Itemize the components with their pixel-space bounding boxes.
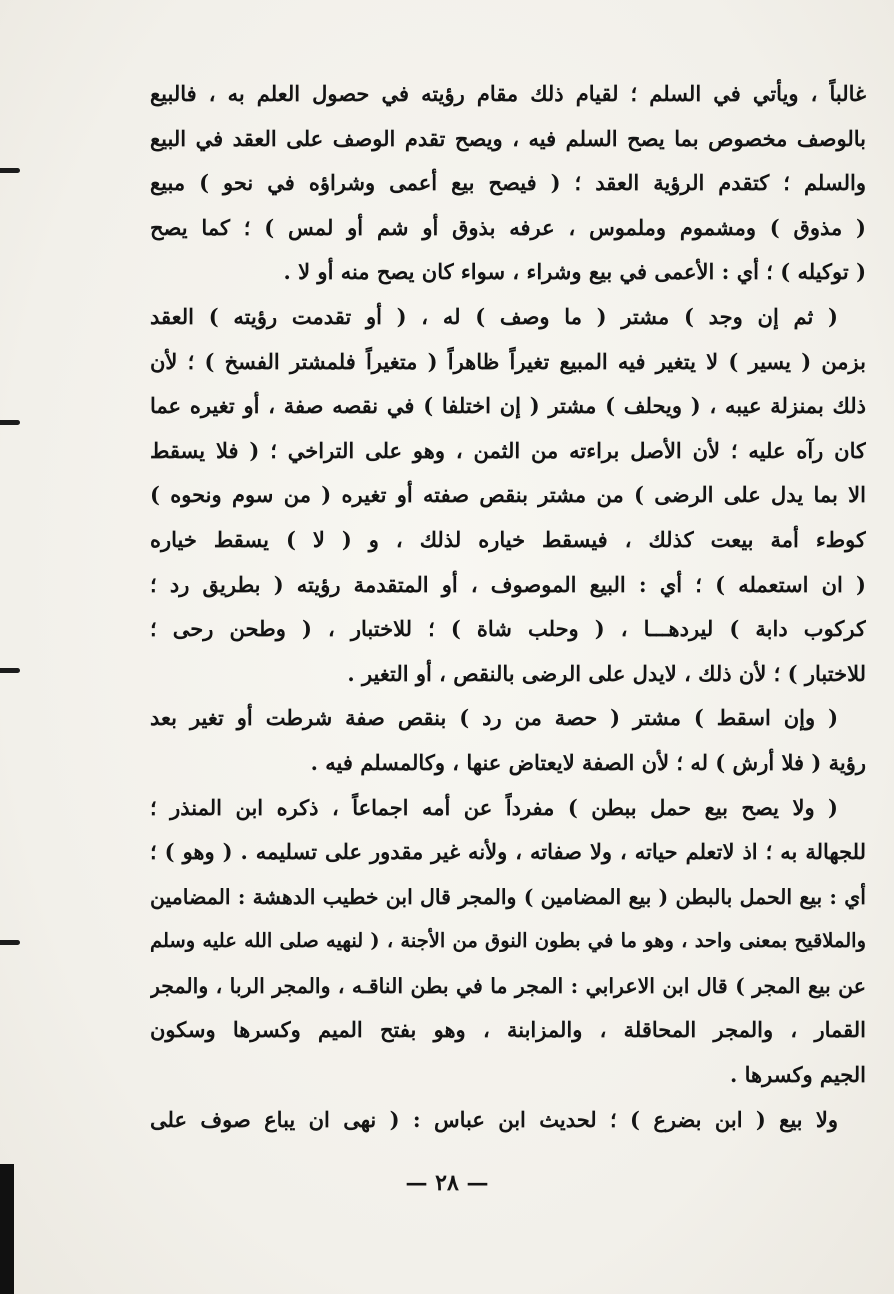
body-text [150,72,866,1142]
text-line: ( ان استعمله ) ؛ أي : البيع الموصوف ، أو المتقدمة رؤيته ( بطريق رد ؛ [150,571,866,597]
text-line: ذلك بمنزلة عيبه ، ( ويحلف ) مشتر ( إن اختلفا ) في نقصه صفة ، أو تغيره عما [150,393,866,419]
text-line: ولا بيع ( ابن بضرع ) ؛ لحديث ابن عباس : ( نهى ان يباع صوف على [150,1106,838,1132]
text-line: والملاقيح بمعنى واحد ، وهو ما في بطون النوق من الأجنة ، ( لنهيه صلى الله عليه وسلم [150,929,866,953]
text-line: الا بما يدل على الرضى ) من مشتر بنقص صفته أو تغيره ( من سوم ونحوه ) [150,482,866,508]
binding-edge [0,1164,14,1294]
text-line: بالوصف مخصوص بما يصح السلم فيه ، ويصح تقدم الوصف على العقد في البيع [150,125,866,151]
text-line: كركوب دابة ) ليردهـــا ، ( وحلب شاة ) ؛ للاختبار ، ( وطحن رحى ؛ [150,616,866,642]
text-line: ( ولا يصح بيع حمل ببطن ) مفرداً عن أمه اجماعاً ، ذكره ابن المنذر ؛ [150,794,838,820]
text-line: ( مذوق ) ومشموم وملموس ، عرفه بذوق أو شم أو لمس ) ؛ كما يصح [150,214,866,240]
text-line: ( توكيله ) ؛ أي : الأعمى في بيع وشراء ، سواء كان يصح منه أو لا . [283,259,866,285]
text-line: غالباً ، ويأتي في السلم ؛ لقيام ذلك مقام رؤيته في حصول العلم به ، فالبيع [150,81,866,106]
text-line: ( وإن اسقط ) مشتر ( حصة من رد ) بنقص صفة شرطت أو تغير بعد [150,705,838,731]
text-line: للجهالة به ؛ اذ لاتعلم حياته ، ولا صفاته ، ولأنه غير مقدور على تسليمه . ( وهو ) ؛ [150,839,866,865]
text-line: أي : بيع الحمل بالبطن ( بيع المضامين ) والمجر قال ابن خطيب الدهشة : المضامين [150,884,866,909]
text-line: بزمن ( يسير ) لا يتغير فيه المبيع تغيراً ظاهراً ( متغيراً فلمشتر الفسخ ) ؛ لأن [150,348,866,374]
text-line: كان رآه عليه ؛ لأن الأصل براءته من الثمن ، وهو على التراخي ؛ ( فلا يسقط [150,437,866,463]
text-line: للاختبار ) ؛ لأن ذلك ، لايدل على الرضى بالنقص ، أو التغير . [347,660,866,686]
text-line: الجيم وكسرها . [730,1062,866,1088]
text-line: القمار ، والمجر المحاقلة ، والمزابنة ، وهو بفتح الميم وكسرها وسكون [150,1017,866,1043]
text-line: رؤية ( فلا أرش ) له ؛ لأن الصفة لايعتاض عنها ، وكالمسلم فيه . [310,749,866,775]
text-line: والسلم ؛ كتقدم الرؤية العقد ؛ ( فيصح بيع أعمى وشراؤه في نحو ) مبيع [150,170,866,196]
text-line: عن بيع المجر ) قال ابن الاعرابي : المجر ما في بطن الناقـه ، والمجر الربا ، والمجر [150,973,866,998]
margin-mark [0,168,20,173]
margin-mark [0,420,20,425]
margin-mark [0,940,20,945]
text-line: كوطء أمة بيعت كذلك ، فيسقط خياره لذلك ، و ( لا ) يسقط خياره [150,526,866,552]
margin-mark [0,668,20,673]
text-line: ( ثم إن وجد ) مشتر ( ما وصف ) له ، ( أو تقدمت رؤيته ) العقد [150,303,838,329]
page-number: — ٢٨ — [405,1170,489,1196]
